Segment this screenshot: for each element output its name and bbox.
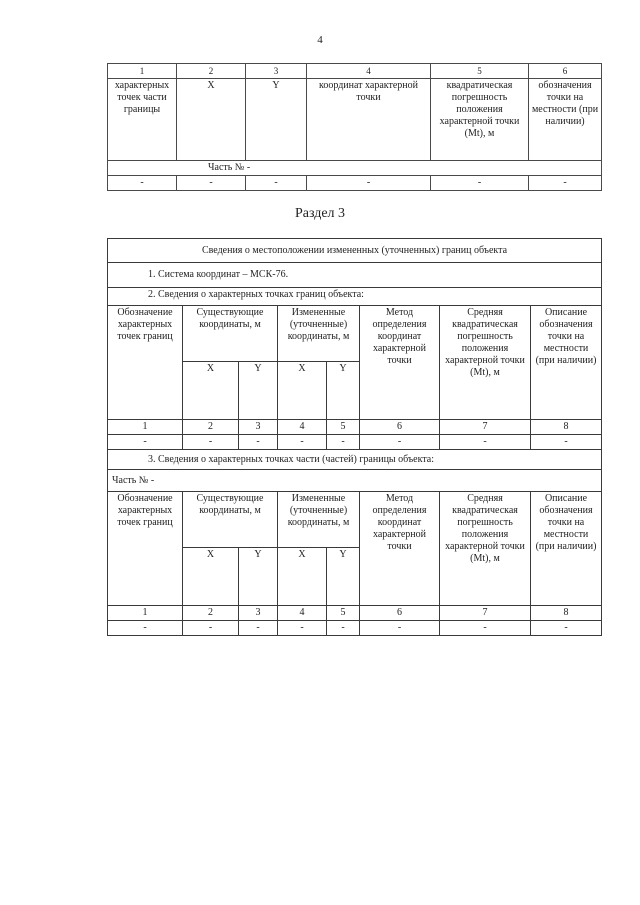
col-num: 4 (307, 64, 431, 79)
h-y: Y (239, 362, 278, 420)
col-num: 6 (529, 64, 602, 79)
col-num: 7 (440, 606, 531, 621)
cell: - (278, 621, 327, 636)
h-existing: Существующие координаты, м (183, 492, 278, 548)
col-num: 3 (239, 420, 278, 435)
main-table (107, 238, 602, 636)
col-num: 8 (531, 420, 602, 435)
cell: - (360, 621, 440, 636)
col-num: 2 (183, 606, 239, 621)
page-number: 4 (317, 34, 323, 46)
cell: - (327, 435, 360, 450)
col-num: 4 (278, 606, 327, 621)
h-y2: Y (327, 362, 360, 420)
cell: - (183, 621, 239, 636)
table-row (108, 435, 602, 450)
header-cell: X (177, 79, 246, 161)
h-changed: Измененные (уточненные) координаты, м (278, 306, 360, 362)
h-x: X (183, 548, 239, 606)
h-existing: Существующие координаты, м (183, 306, 278, 362)
cell: - (440, 621, 531, 636)
part-points-title: 3. Сведения о характерных точках части (частей) границы объекта: (108, 450, 602, 470)
part-points-title-row (108, 450, 602, 470)
col-num: 4 (278, 420, 327, 435)
part-label-row (108, 470, 602, 492)
cell: - (360, 435, 440, 450)
h-y: Y (239, 548, 278, 606)
cell: - (108, 435, 183, 450)
h-error: Средняя квадратическая погрешность положения характерной точки (Mt), м (440, 492, 531, 606)
part-label: Часть № - (108, 161, 602, 176)
cell: - (327, 621, 360, 636)
header-cell: координат характерной точки (307, 79, 431, 161)
col-num: 1 (108, 64, 177, 79)
col-num: 3 (239, 606, 278, 621)
h-method: Метод определения координат характерной точки (360, 492, 440, 606)
cell: - (108, 176, 177, 191)
header-cell: характерных точек части границы (108, 79, 177, 161)
block1-numbers-row (108, 420, 602, 435)
cell: - (431, 176, 529, 191)
h-error: Средняя квадратическая погрешность положения характерной точки (Mt), м (440, 306, 531, 420)
col-num: 5 (431, 64, 529, 79)
cell: - (440, 435, 531, 450)
header-cell: квадратическая погрешность положения характерной точки (Mt), м (431, 79, 529, 161)
table-row (108, 621, 602, 636)
column-numbers-row (108, 64, 602, 79)
col-num: 2 (177, 64, 246, 79)
cell: - (531, 435, 602, 450)
cell: - (246, 176, 307, 191)
h-designation: Обозначение характерных точек границ (108, 306, 183, 420)
coord-system-row (108, 263, 602, 288)
cell: - (278, 435, 327, 450)
h-x: X (183, 362, 239, 420)
cell: - (531, 621, 602, 636)
block1-header-row (108, 306, 602, 362)
col-num: 7 (440, 420, 531, 435)
part-label: Часть № - (108, 470, 602, 492)
h-changed: Измененные (уточненные) координаты, м (278, 492, 360, 548)
col-num: 8 (531, 606, 602, 621)
h-designation: Обозначение характерных точек границ (108, 492, 183, 606)
cell: - (239, 435, 278, 450)
col-num: 5 (327, 420, 360, 435)
coord-system: 1. Система координат – МСК-76. (108, 263, 602, 288)
col-num: 3 (246, 64, 307, 79)
block2-numbers-row (108, 606, 602, 621)
cell: - (529, 176, 602, 191)
header-cell: Y (246, 79, 307, 161)
table-title-row (108, 239, 602, 263)
header-cell: обозначения точки на местности (при наличии) (529, 79, 602, 161)
part-row (108, 161, 602, 176)
col-num: 5 (327, 606, 360, 621)
h-y2: Y (327, 548, 360, 606)
h-description: Описание обозначения точки на местности (при наличии) (531, 492, 602, 606)
points-title: 2. Сведения о характерных точках границ объекта: (108, 288, 602, 306)
table-title: Сведения о местоположении измененных (уточненных) границ объекта (108, 239, 602, 263)
col-num: 6 (360, 420, 440, 435)
cell: - (108, 621, 183, 636)
h-x2: X (278, 548, 327, 606)
points-title-row (108, 288, 602, 306)
cell: - (177, 176, 246, 191)
h-method: Метод определения координат характерной точки (360, 306, 440, 420)
h-description: Описание обозначения точки на местности (при наличии) (531, 306, 602, 420)
cell: - (239, 621, 278, 636)
cell: - (307, 176, 431, 191)
top-table (107, 63, 602, 191)
h-x2: X (278, 362, 327, 420)
section-title: Раздел 3 (294, 206, 346, 221)
header-row (108, 79, 602, 161)
table-row (108, 176, 602, 191)
cell: - (183, 435, 239, 450)
col-num: 1 (108, 420, 183, 435)
block2-header-row (108, 492, 602, 548)
col-num: 6 (360, 606, 440, 621)
col-num: 1 (108, 606, 183, 621)
col-num: 2 (183, 420, 239, 435)
